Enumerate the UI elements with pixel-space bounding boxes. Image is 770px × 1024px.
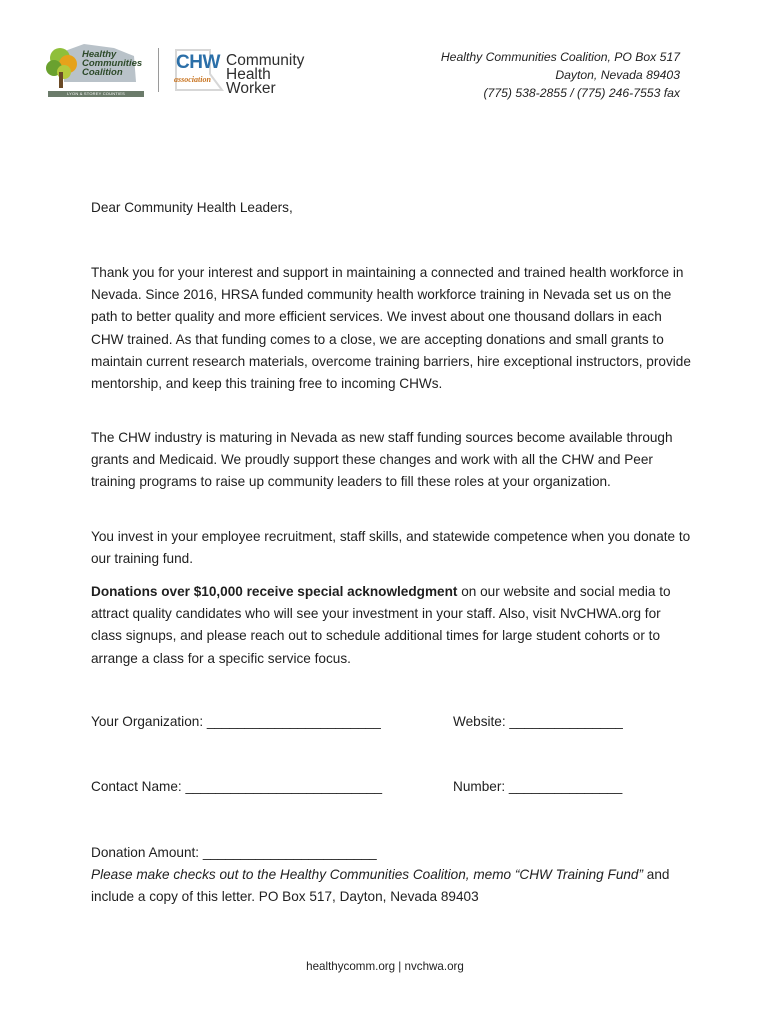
- salutation: Dear Community Health Leaders,: [91, 200, 293, 215]
- number-field[interactable]: Number: _______________: [453, 779, 623, 794]
- organization-field[interactable]: Your Organization: _______________________: [91, 714, 381, 729]
- check-instructions: [91, 864, 691, 908]
- chw-logo-mark: CHW: [176, 52, 220, 73]
- logo-divider: [158, 48, 159, 92]
- chw-logo-name-line2: Health Worker: [226, 66, 276, 97]
- paragraph-acknowledgment: [91, 581, 691, 670]
- hcc-logo: [44, 42, 146, 100]
- address-line: Healthy Communities Coalition, PO Box 517: [440, 50, 680, 64]
- hcc-logo-text: Healthy Communities Coalition: [82, 49, 143, 78]
- paragraph: You invest in your employee recruitment, staff skills, and statewide competence when you donate to our training fund.: [91, 529, 691, 567]
- chw-logo-name-line1: Community: [226, 52, 305, 69]
- paragraph: The CHW industry is maturing in Nevada as new staff funding sources become available through grants and Medicaid. We proudly support these changes and work with all the CHW and Peer training programs to raise up community leaders to fill these roles at your organization.: [91, 430, 673, 490]
- address-phone: (775) 538-2855 / (775) 246-7553 fax: [483, 86, 680, 100]
- chw-logo-name: [226, 54, 315, 96]
- address-block: [441, 48, 680, 102]
- website-field[interactable]: Website: _______________: [453, 714, 623, 729]
- acknowledgment-emphasis: Donations over $10,000 receive special acknowledgment: [91, 584, 458, 599]
- check-instructions-italic: Please make checks out to the Healthy Communities Coalition, memo “CHW Training Fund”: [91, 867, 644, 882]
- footer-links: healthycomm.org | nvchwa.org: [306, 960, 464, 973]
- contact-name-field[interactable]: Contact Name: __________________________: [91, 779, 383, 794]
- paragraph: Thank you for your interest and support in maintaining a connected and trained health workforce in Nevada. Since 2016, HRSA funded community health workforce training in Nevada set us on the path to better quality and more efficient services. We invest about one thousand dollars in each CHW trained. As that funding comes to a close, we are accepting donations and small grants to maintain current research materials, overcome training barriers, hire exceptional instructors, provide mentorship, and keep this training free to incoming CHWs.: [91, 265, 691, 392]
- hcc-logo-tagline: LYON & STOREY COUNTIES: [48, 91, 144, 97]
- address-line: Dayton, Nevada 89403: [555, 68, 680, 82]
- chw-logo: [170, 44, 315, 97]
- donation-amount-field[interactable]: Donation Amount: _______________________: [91, 845, 377, 860]
- acknowledgment-text: on our website and social media to attract quality candidates who will see your investment in your staff. Also, visit NvCHWA.org for class signups, and please reach out to schedule additional times for large student cohorts or to arrange a class for a specific service focus.: [91, 584, 671, 666]
- check-instructions-rest: and include a copy of this letter. PO Box 517, Dayton, Nevada 89403: [91, 867, 670, 904]
- chw-logo-association: association: [174, 75, 211, 84]
